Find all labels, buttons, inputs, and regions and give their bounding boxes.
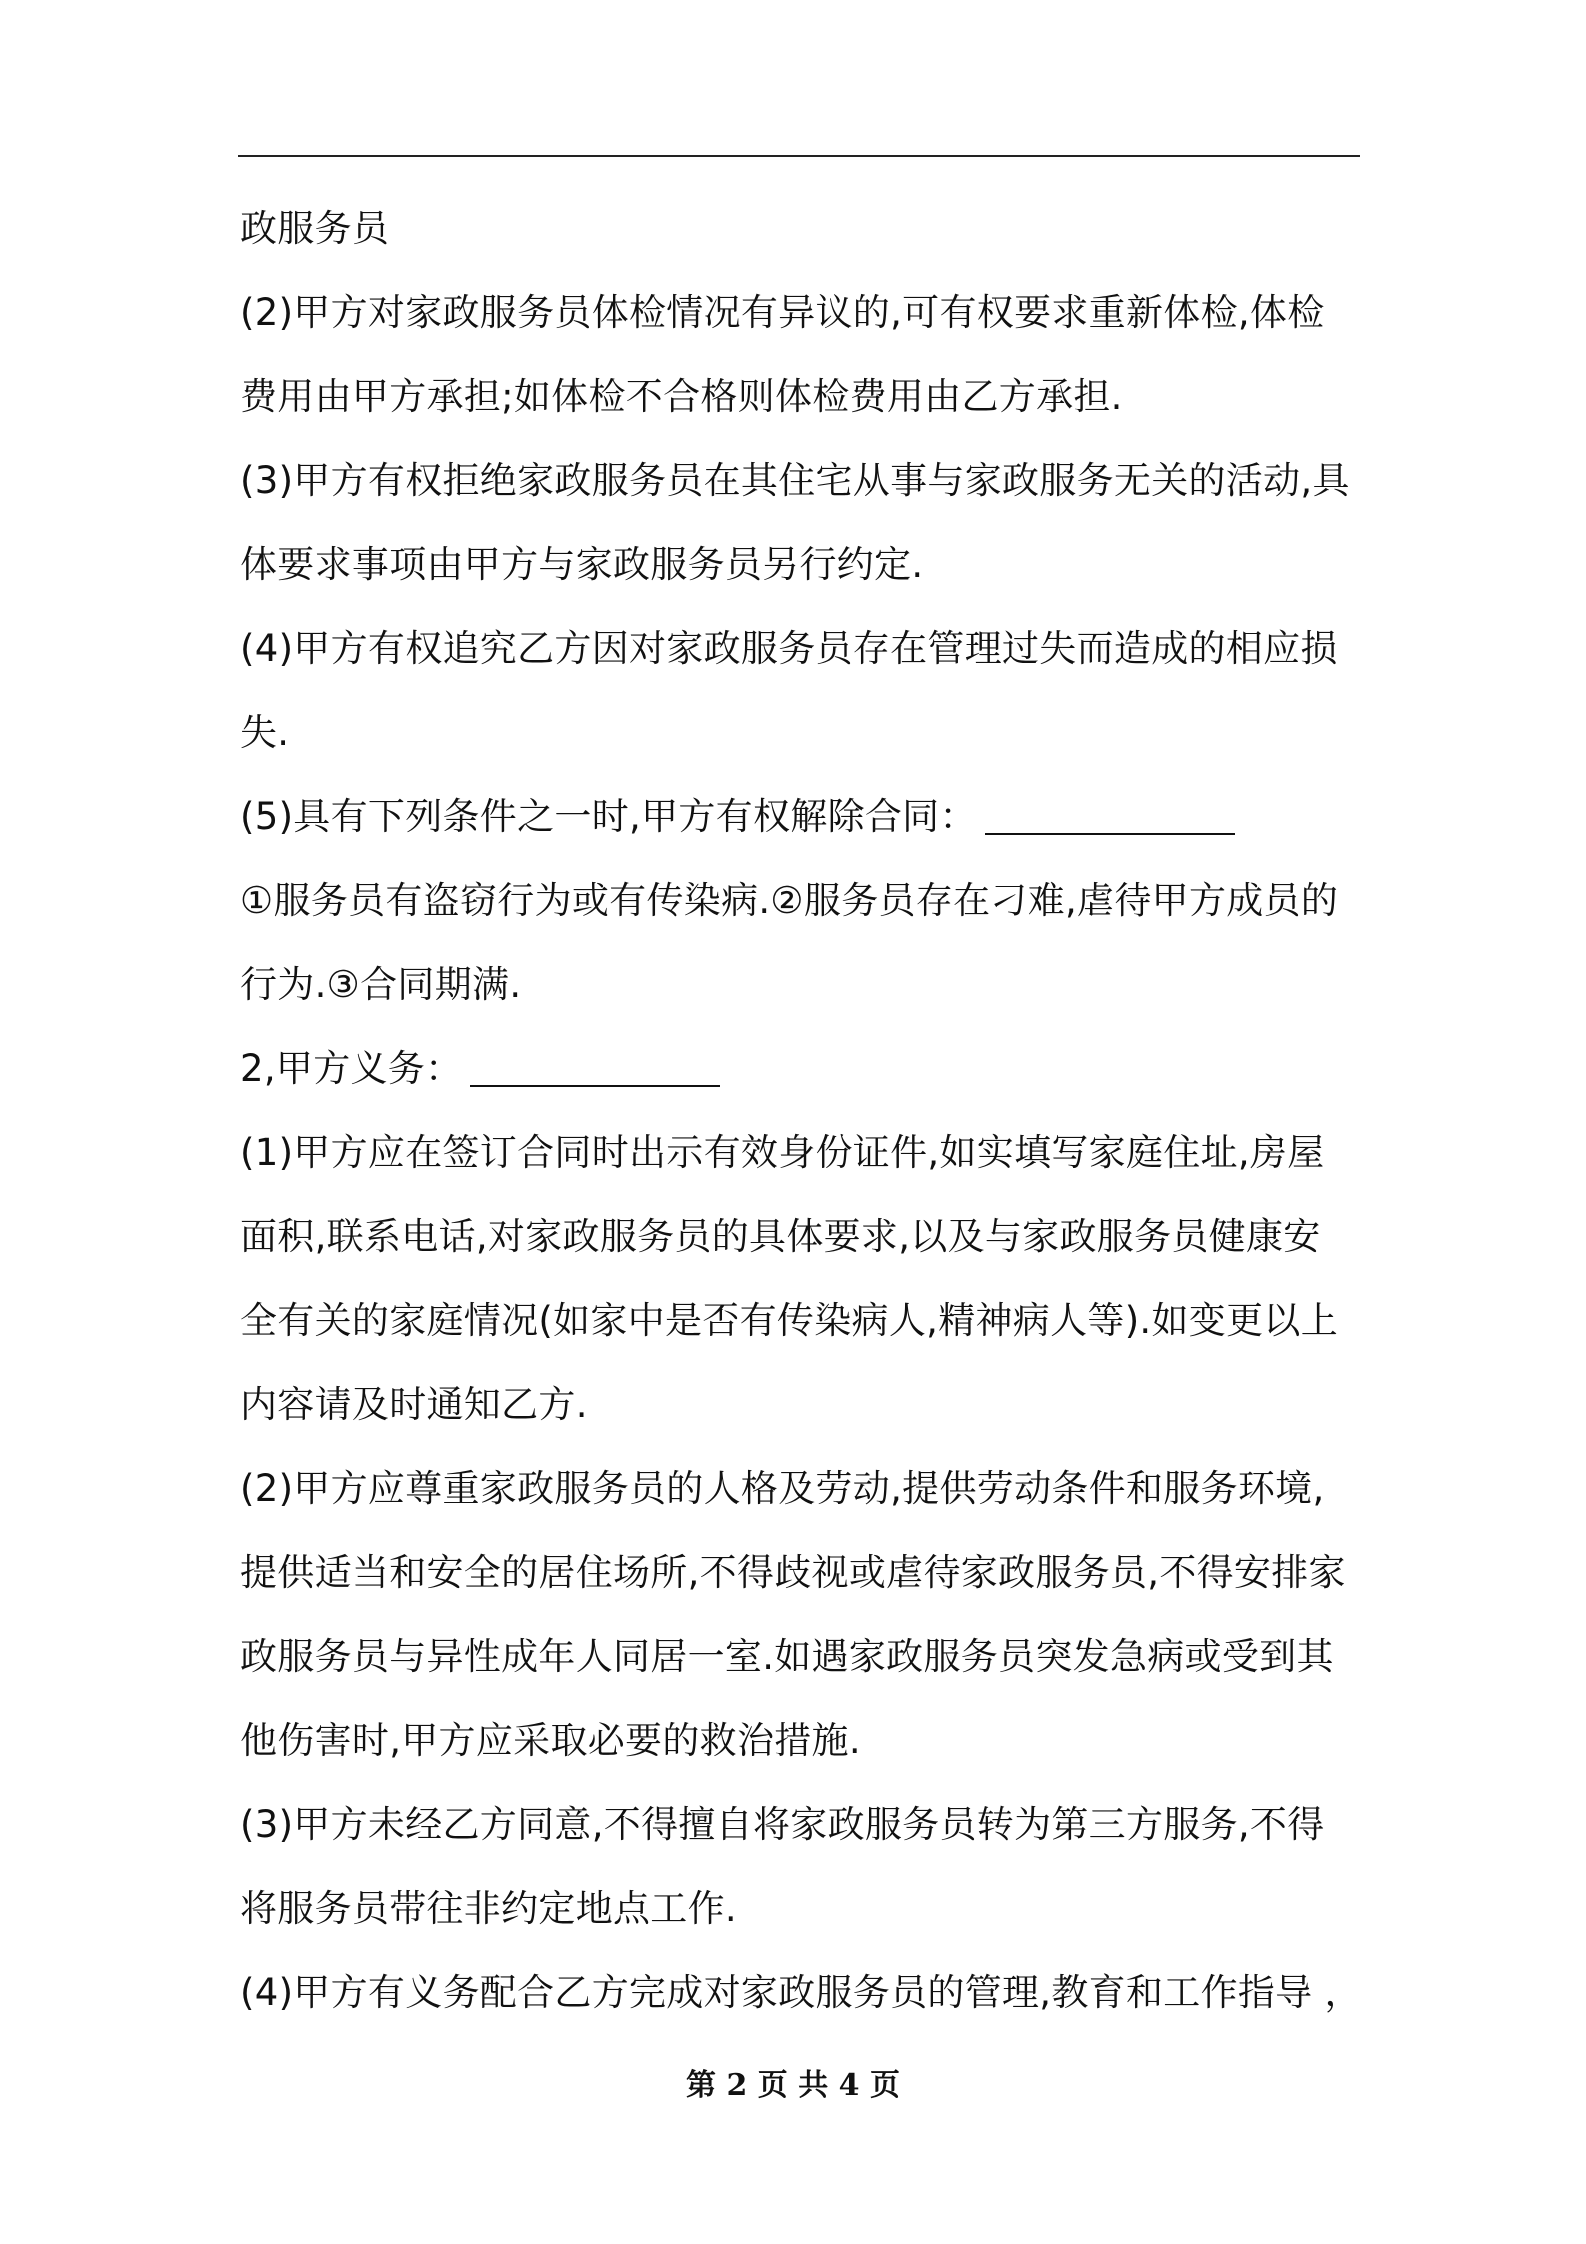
line-text: 内容请及时通知乙方. xyxy=(240,1383,588,1426)
text-line xyxy=(240,617,1358,701)
text-line xyxy=(240,869,1358,953)
text-line xyxy=(240,1121,1358,1205)
text-line xyxy=(240,449,1358,533)
line-text: 政服务员 xyxy=(240,207,390,250)
page-number: 第 2 页 共 4 页 xyxy=(686,2068,900,2103)
document-body xyxy=(240,197,1362,2045)
line-text: 2,甲方义务： xyxy=(240,1047,463,1090)
line-text: (4)甲方有义务配合乙方完成对家政服务员的管理,教育和工作指导 ， xyxy=(240,1971,1362,2014)
text-line xyxy=(240,1541,1358,1625)
line-text: 将服务员带往非约定地点工作. xyxy=(240,1887,737,1930)
line-text: (4)甲方有权追究乙方因对家政服务员存在管理过失而造成的相应损 xyxy=(240,627,1338,670)
text-line xyxy=(240,701,1358,785)
text-line xyxy=(240,281,1358,365)
line-text: (3)甲方未经乙方同意,不得擅自将家政服务员转为第三方服务,不得 xyxy=(240,1803,1325,1846)
line-text: 体要求事项由甲方与家政服务员另行约定. xyxy=(240,543,924,586)
text-line xyxy=(240,785,1358,869)
line-text: 他伤害时,甲方应采取必要的救治措施. xyxy=(240,1719,861,1762)
line-text: (1)甲方应在签订合同时出示有效身份证件,如实填写家庭住址,房屋 xyxy=(240,1131,1325,1174)
line-text: 提供适当和安全的居住场所,不得歧视或虐待家政服务员,不得安排家 xyxy=(240,1551,1346,1594)
line-text: 费用由甲方承担;如体检不合格则体检费用由乙方承担. xyxy=(240,375,1123,418)
line-text: ①服务员有盗窃行为或有传染病.②服务员存在刁难,虐待甲方成员的 xyxy=(240,879,1339,922)
text-line xyxy=(240,1373,1358,1457)
text-line xyxy=(240,1625,1358,1709)
text-line xyxy=(240,1289,1358,1373)
text-line xyxy=(240,1037,1358,1121)
line-text: 政服务员与异性成年人同居一室.如遇家政服务员突发急病或受到其 xyxy=(240,1635,1334,1678)
fill-in-blank xyxy=(985,793,1235,835)
text-line xyxy=(240,1709,1358,1793)
text-line xyxy=(240,1457,1358,1541)
line-text: 全有关的家庭情况(如家中是否有传染病人,精神病人等).如变更以上 xyxy=(240,1299,1338,1342)
text-line xyxy=(240,1961,1362,2045)
line-text: (3)甲方有权拒绝家政服务员在其住宅从事与家政服务无关的活动,具 xyxy=(240,459,1350,502)
text-line xyxy=(240,533,1358,617)
text-line xyxy=(240,197,1358,281)
text-line xyxy=(240,953,1358,1037)
text-line xyxy=(240,1205,1358,1289)
line-text: (5)具有下列条件之一时,甲方有权解除合同： xyxy=(240,795,977,838)
line-text: 失. xyxy=(240,711,290,754)
line-text: (2)甲方应尊重家政服务员的人格及劳动,提供劳动条件和服务环境, xyxy=(240,1467,1325,1510)
line-text: 行为.③合同期满. xyxy=(240,963,522,1006)
text-line xyxy=(240,365,1358,449)
fill-in-blank xyxy=(470,1045,720,1087)
text-line xyxy=(240,1793,1358,1877)
line-text: (2)甲方对家政服务员体检情况有异议的,可有权要求重新体检,体检 xyxy=(240,291,1325,334)
page-footer xyxy=(0,2066,1586,2106)
line-text: 面积,联系电话,对家政服务员的具体要求,以及与家政服务员健康安 xyxy=(240,1215,1321,1258)
text-line xyxy=(240,1877,1358,1961)
header-rule xyxy=(238,155,1360,157)
